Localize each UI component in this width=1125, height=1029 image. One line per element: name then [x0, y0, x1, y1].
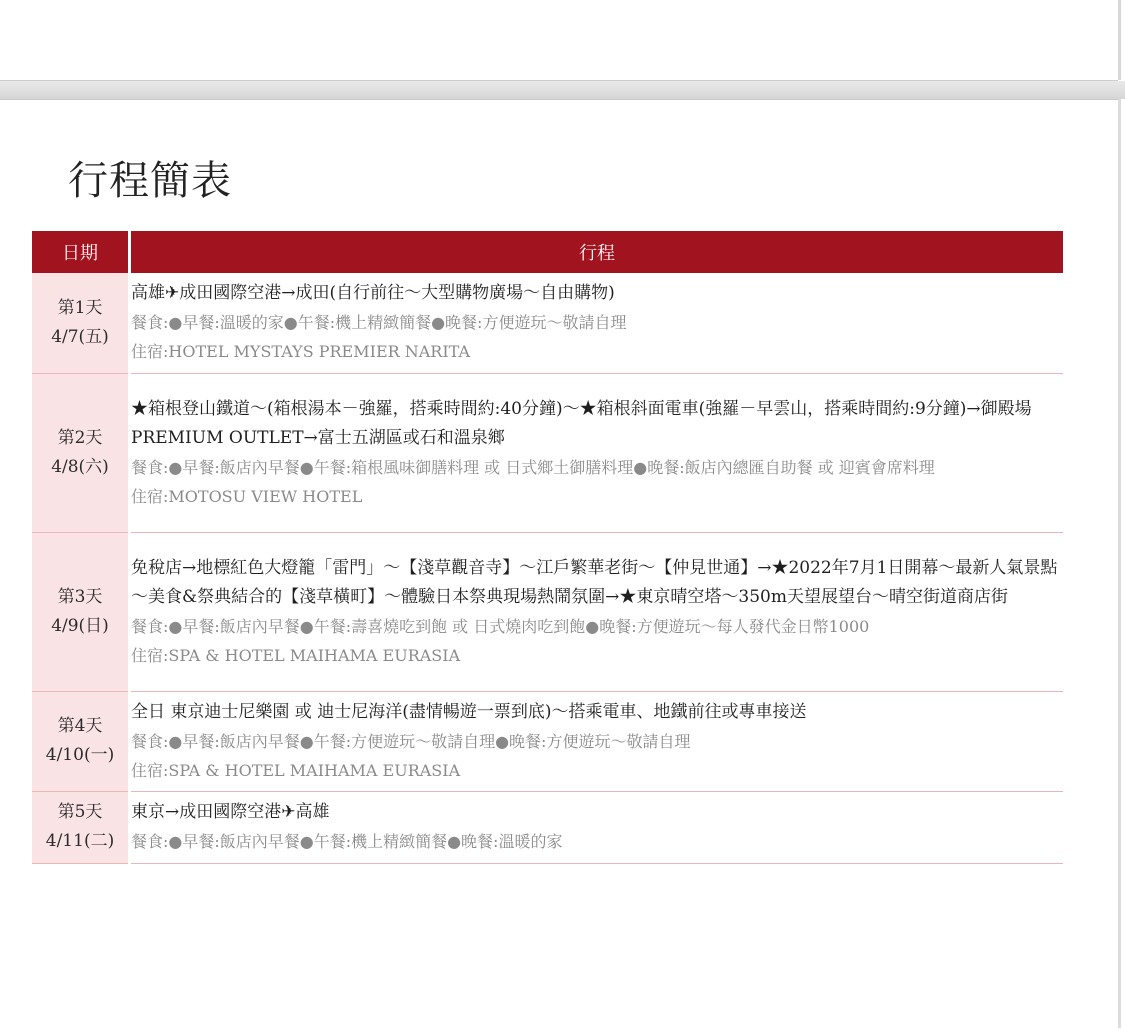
- day-label: 第5天: [57, 802, 103, 822]
- meals-text: 餐食:●早餐:飯店內早餐●午餐:機上精緻簡餐●晚餐:溫暖的家: [131, 832, 563, 851]
- hotel-text: 住宿:SPA & HOTEL MAIHAMA EURASIA: [131, 760, 461, 780]
- page-edge-shadow: [1118, 0, 1121, 80]
- route-text: 高雄✈成田國際空港→成田(自行前往～大型購物廣場～自由購物): [131, 283, 615, 304]
- day-label: 第3天: [57, 586, 103, 607]
- hotel-text: 住宿:MOTOSU VIEW HOTEL: [131, 486, 363, 506]
- date-cell: [32, 373, 130, 532]
- day-label: 第4天: [57, 716, 103, 736]
- page-edge-shadow: [1118, 99, 1121, 1028]
- route-text: 全日 東京迪士尼樂園 或 迪士尼海洋(盡情暢遊一票到底)～搭乘電車、地鐵前往或專車接送: [131, 701, 807, 722]
- date-cell: [32, 273, 130, 373]
- day-label: 第1天: [57, 297, 103, 318]
- itinerary-cell: [130, 532, 1064, 691]
- route-text: 東京→成田國際空港✈高雄: [131, 802, 330, 822]
- hotel-text: 住宿:HOTEL MYSTAYS PREMIER NARITA: [131, 342, 471, 362]
- date-cell: [32, 791, 130, 863]
- table-row: [32, 373, 1063, 532]
- header-itinerary: 行程: [130, 231, 1064, 273]
- route-text: ★箱根登山鐵道～(箱根湯本－強羅，搭乘時間約:40分鐘)～★箱根斜面電車(強羅－早雲山，搭乘時間約:9分鐘)→御殿場PREMIUM OUTLET→富士五湖區或石和溫泉鄉: [131, 398, 1032, 448]
- meals-text: 餐食:●早餐:飯店內早餐●午餐:壽喜燒吃到飽 或 日式燒肉吃到飽●晚餐:方便遊玩～每人發代金日幣1000: [131, 616, 870, 636]
- table-header-row: [32, 231, 1063, 273]
- itinerary-cell: [130, 273, 1064, 373]
- date-label: 4/8(六): [51, 456, 109, 477]
- meals-text: 餐食:●早餐:溫暖的家●午餐:機上精緻簡餐●晚餐:方便遊玩～敬請自理: [131, 313, 627, 333]
- meals-text: 餐食:●早餐:飯店內早餐●午餐:箱根風味御膳料理 或 日式鄉土御膳料理●晚餐:飯店內總匯自助餐 或 迎賓會席料理: [131, 457, 935, 477]
- table-row: [32, 273, 1063, 373]
- header-date: 日期: [32, 231, 130, 273]
- hotel-text: 住宿:SPA & HOTEL MAIHAMA EURASIA: [131, 645, 461, 665]
- meals-text: 餐食:●早餐:飯店內早餐●午餐:方便遊玩～敬請自理●晚餐:方便遊玩～敬請自理: [131, 731, 691, 751]
- page-gap: [0, 81, 1125, 99]
- table-row: [32, 532, 1063, 691]
- previous-page-fragment: [0, 0, 1118, 81]
- date-label: 4/10(一): [45, 745, 115, 765]
- date-label: 4/9(日): [51, 615, 109, 636]
- route-text: 免稅店→地標紅色大燈籠「雷門」～【淺草觀音寺】～江戶繁華老街～【仲見世通】→★2022年7月1日開幕～最新人氣景點～美食&祭典結合的【淺草橫町】～體驗日本祭典現場熱鬧氛圍→★東京晴空塔～350m天望展望台～晴空街道商店街: [131, 557, 1058, 607]
- date-label: 4/7(五): [51, 326, 109, 347]
- itinerary-table: [32, 231, 1063, 864]
- date-label: 4/11(二): [45, 831, 115, 851]
- table-row: [32, 791, 1063, 863]
- page-title: 行程簡表: [68, 158, 232, 204]
- date-cell: [32, 691, 130, 791]
- day-label: 第2天: [57, 427, 103, 448]
- itinerary-cell: [130, 791, 1064, 863]
- table-row: [32, 691, 1063, 791]
- date-cell: [32, 532, 130, 691]
- itinerary-cell: [130, 373, 1064, 532]
- itinerary-cell: [130, 691, 1064, 791]
